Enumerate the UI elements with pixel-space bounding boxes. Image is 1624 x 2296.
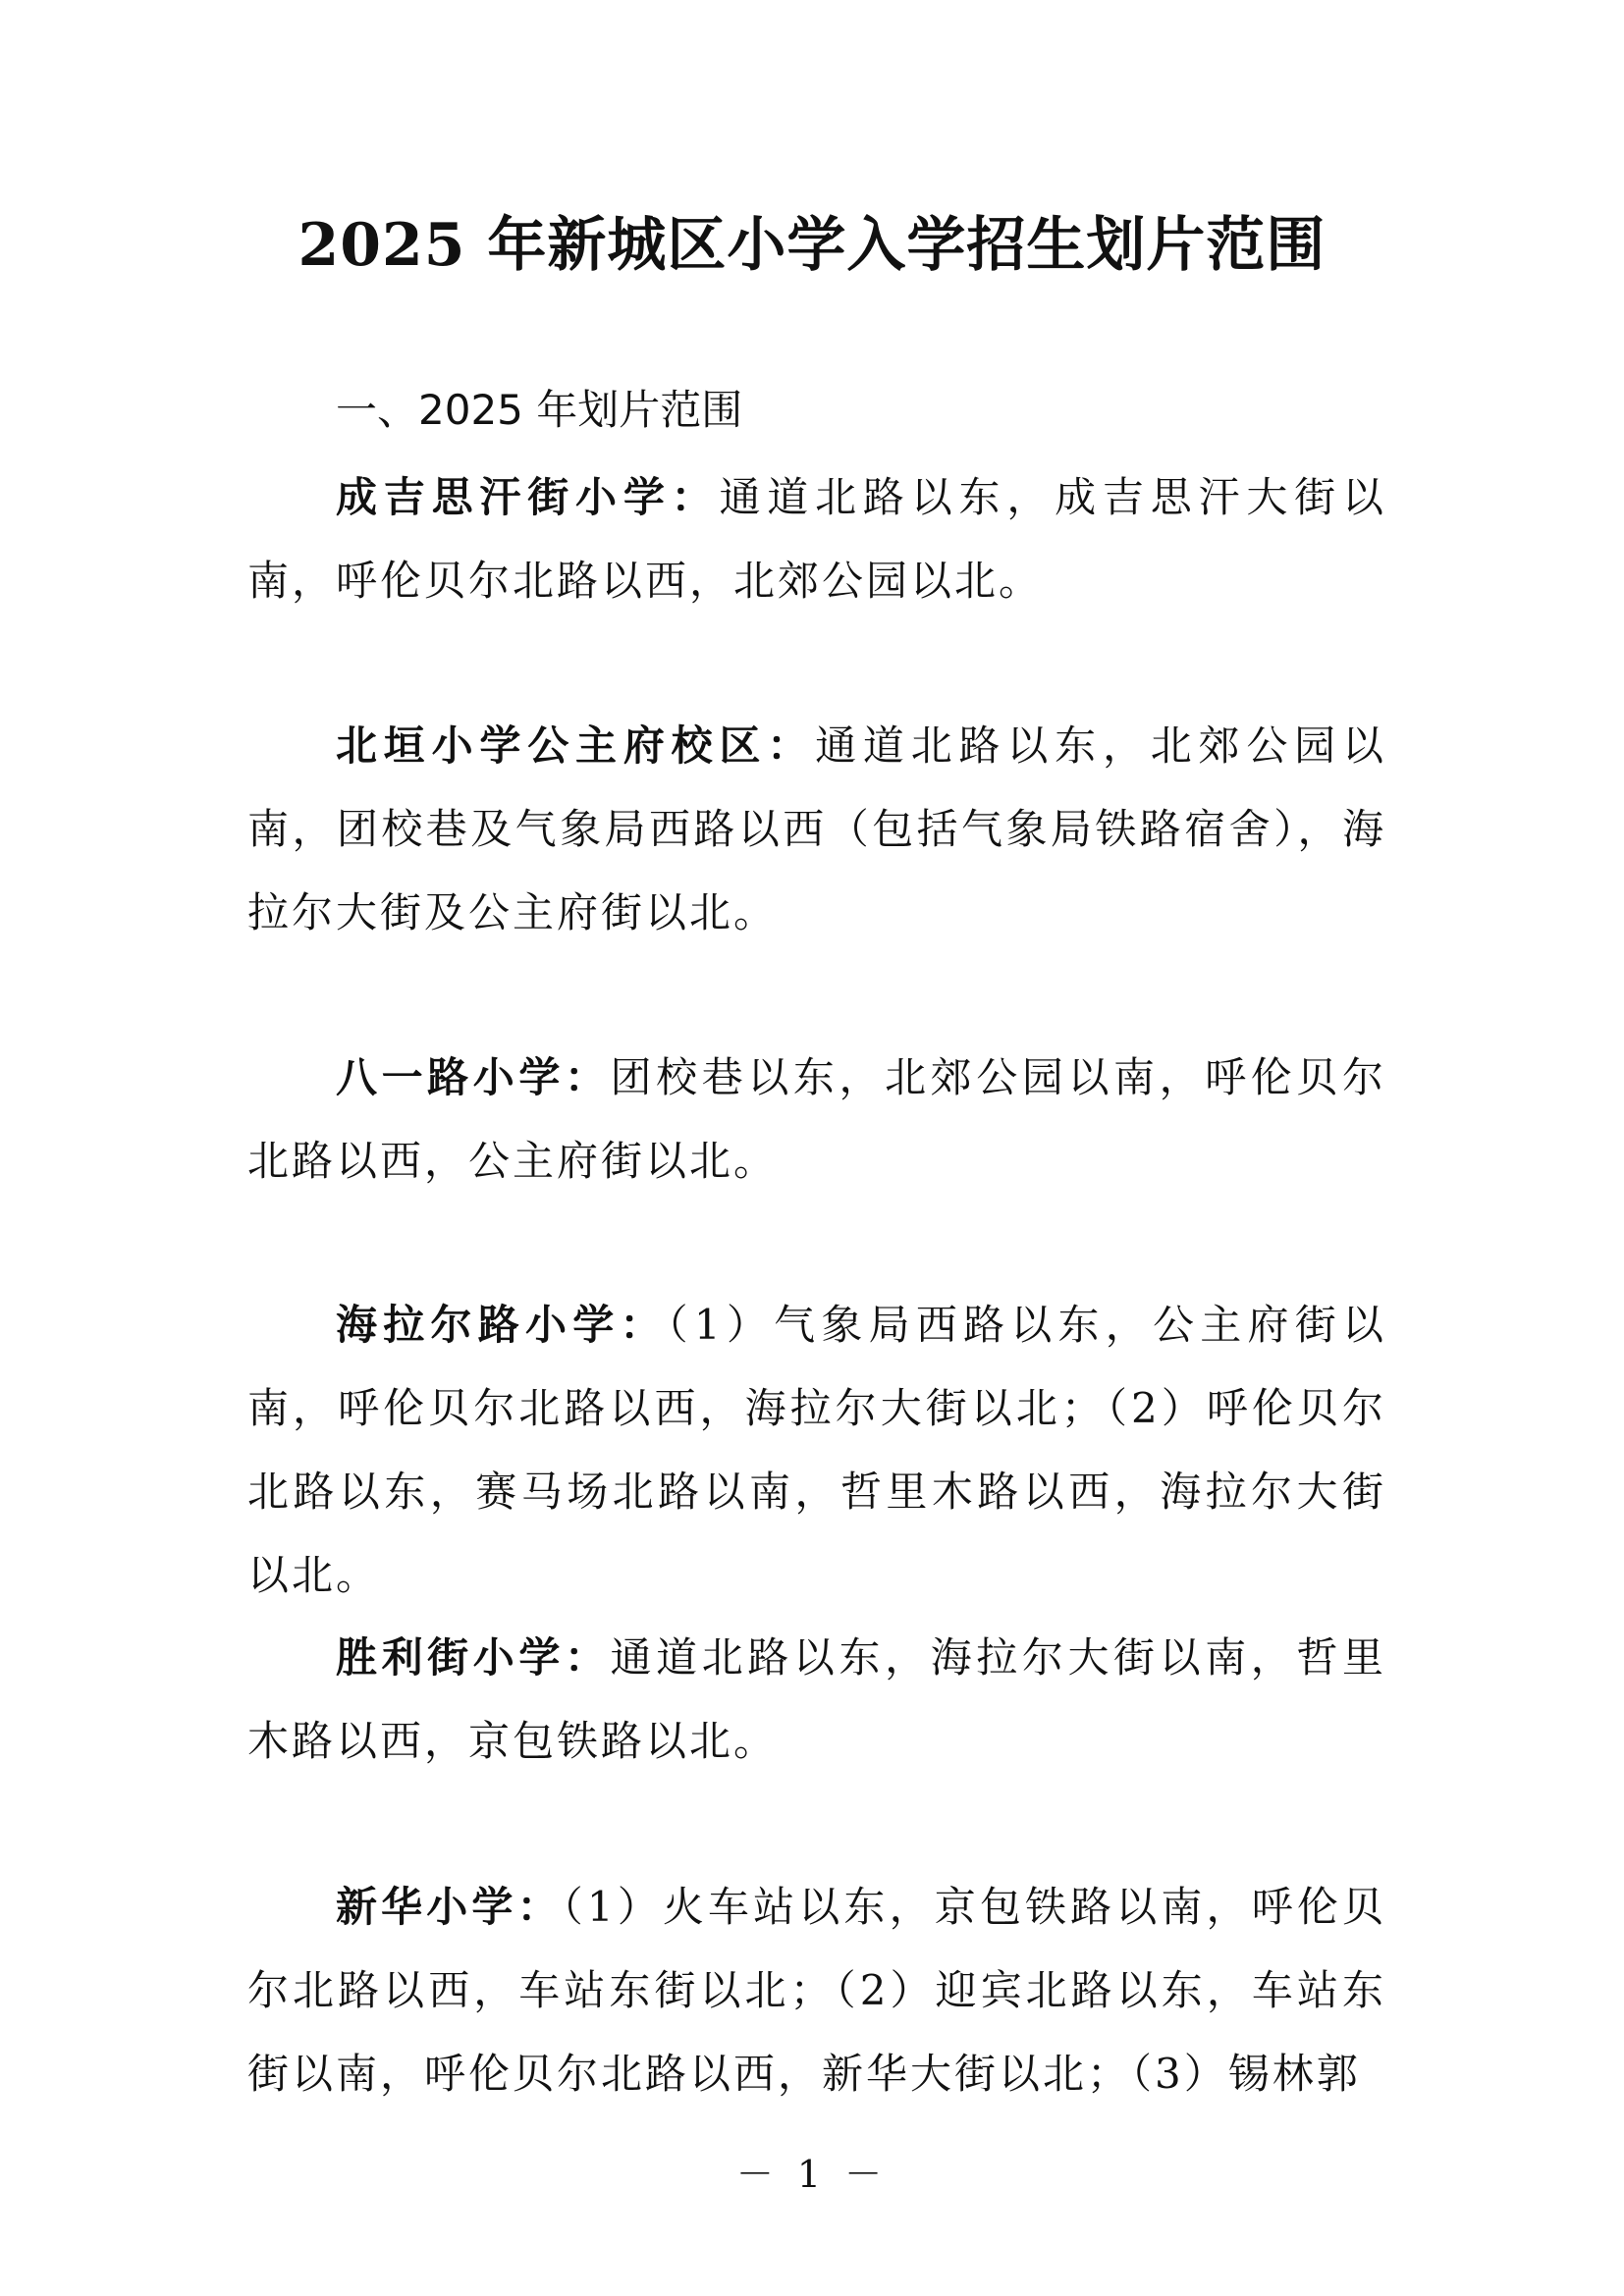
school-entry	[247, 1283, 1386, 1617]
school-name: 新华小学：	[336, 1883, 563, 1931]
school-name: 海拉尔路小学：	[336, 1301, 668, 1349]
school-entry	[247, 1036, 1386, 1202]
school-entry	[247, 1865, 1386, 2115]
document-title: 2025 年新城区小学入学招生划片范围	[298, 211, 1326, 280]
page-number: － 1 －	[735, 2153, 889, 2196]
school-name: 八一路小学：	[336, 1053, 611, 1101]
school-range-description: （1）气象局西路以东，公主府街以南，呼伦贝尔北路以西，海拉尔大街以北；（2）呼伦贝尔北路以东，赛马场北路以南，哲里木路以西，海拉尔大街以北。	[247, 1301, 1386, 1599]
school-entry	[247, 455, 1386, 622]
school-range-description: 通道北路以东，北郊公园以南，团校巷及气象局西路以西（包括气象局铁路宿舍），海拉尔大街及公主府街以北。	[247, 721, 1386, 936]
school-name: 成吉思汗街小学：	[336, 473, 720, 521]
school-entry	[247, 1616, 1386, 1783]
school-name: 北垣小学公主府校区：	[336, 721, 816, 770]
school-name: 胜利街小学：	[336, 1633, 611, 1682]
section-heading: 一、2025 年划片范围	[336, 386, 743, 434]
school-range-description: 团校巷以东，北郊公园以南，呼伦贝尔北路以西，公主府街以北。	[247, 1053, 1386, 1185]
school-range-description: （1）火车站以东，京包铁路以南，呼伦贝尔北路以西，车站东街以北；（2）迎宾北路以东，车站东街以南，呼伦贝尔北路以西，新华大街以北；（3）锡林郭	[247, 1883, 1386, 2098]
school-range-description: 通道北路以东，成吉思汗大街以南，呼伦贝尔北路以西，北郊公园以北。	[247, 473, 1386, 605]
school-range-description: 通道北路以东，海拉尔大街以南，哲里木路以西，京包铁路以北。	[247, 1633, 1386, 1765]
school-entry	[247, 704, 1386, 954]
